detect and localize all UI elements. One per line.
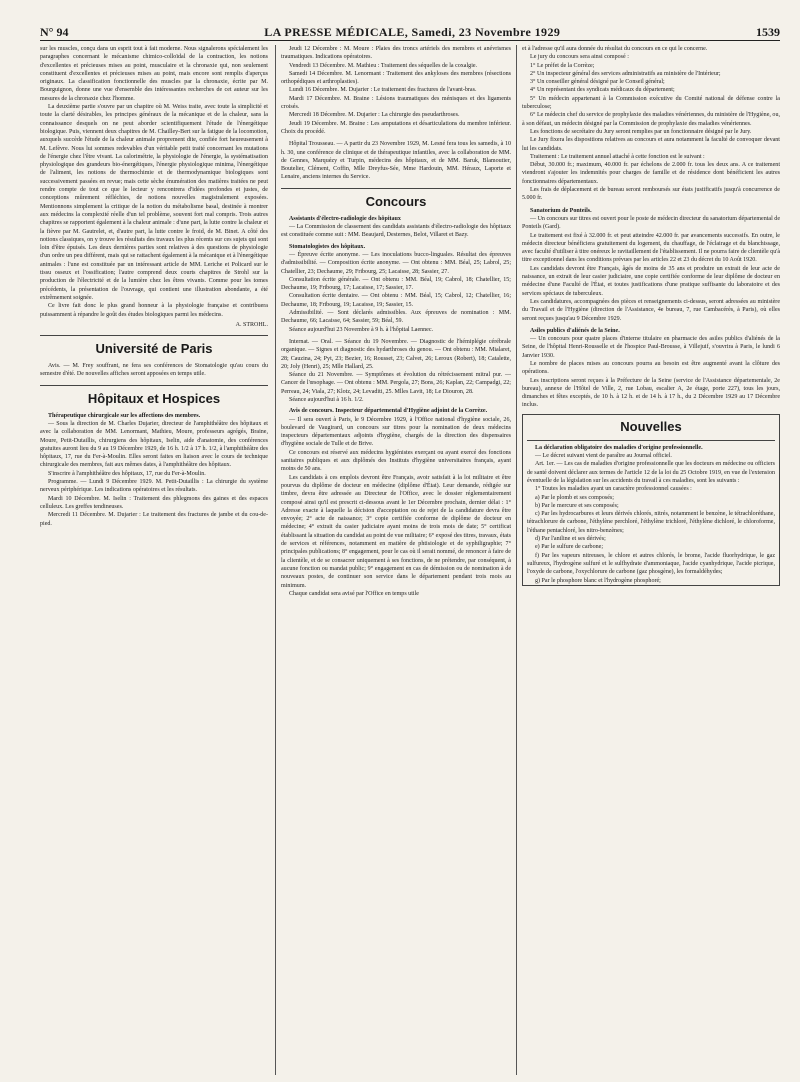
paragraph: S'inscrire à l'amphithéâtre des hôpitaux, 17, rue du Fer-à-Moulin. bbox=[48, 470, 206, 477]
list-item: b) Par le mercure et ses composés; bbox=[535, 502, 619, 509]
section-title-hopitaux: Hôpitaux et Hospices bbox=[40, 385, 268, 407]
signature: A. STROHL. bbox=[235, 321, 268, 328]
section-title-nouvelles: Nouvelles bbox=[620, 418, 682, 434]
paragraph: — Un concours sur titres est ouvert pour le poste de médecin directeur du sanatorium départemental de Ponteils (Gard). bbox=[522, 215, 780, 231]
divider bbox=[527, 440, 775, 441]
paragraph: Séance aujourd'hui 23 Novembre à 9 h. à l'hôpital Laennec. bbox=[289, 326, 434, 333]
page-header bbox=[40, 18, 780, 41]
list-item: f) Par les vapeurs nitreuses, le chlore et autres chlorés, le brome, l'acide fluorhydrique, le gaz sulfureux, l'hydrogène sulfuré et le sulfhydrate d'ammoniaque, l'acide cyanhydrique, l'acide picrique, l'oxyde de carbone, l'oxychlorure de carbone (gaz phosgène), les formaldéhydes; bbox=[527, 552, 775, 576]
paragraph: Jeudi 12 Décembre : M. Moure : Plaies des troncs artériels des membres et anévrismes traumatiques. Indications opératoires. bbox=[281, 46, 511, 61]
list-item: 1° Le préfet de la Corrèze; bbox=[530, 62, 595, 69]
list-item: g) Par le phosphore blanc et l'hydrogène phosphoré; bbox=[535, 577, 661, 584]
nouvelles-box bbox=[522, 414, 780, 586]
paragraph: Samedi 14 Décembre. M. Lenormant : Traitement des ankyloses des membres (résections orthopédiques et arthroplasties). bbox=[281, 70, 511, 86]
subheading: Avis de concours. Inspecteur départemental d'Hygiène adjoint de la Corrèze. bbox=[289, 408, 488, 415]
paragraph: Les frais de déplacement et de bureau seront remboursés sur états justificatifs jusqu'à concurrence de 5.000 fr. bbox=[522, 187, 780, 202]
paragraph: — La Commission de classement des candidats assistants d'électro-radiologie des hôpitaux est constituée comme suit : MM. Beaujard, Desternes, Belot, Villaret et Bazy. bbox=[281, 224, 511, 239]
paragraph: Les candidats à ces emplois devront être Français, avoir satisfait à la loi militaire et être pourvus du diplôme de docteur en médecine (diplôme d'État). Leur demande, rédigée sur timbre, devra être adressée au Directeur de l'Office, avec le dossier réglementairement composé ainsi qu'il est prescrit ci-dessous avant le 1er Décembre prochain, dernier délai : 1° Adresse exacte à laquelle la décision d'acceptation ou de rejet de la candidature devra être envoyée; 2° acte de naissance; 3° copie certifiée conforme de diplôme de docteur en médecine; 4° extrait du casier judiciaire ayant moins de trois mois de date; 5° certificat établissant la situation du candidat au point de vue militaire; 6° exposé des titres, travaux, états de services et références, notamment en matière de phtisiologie et de syphiligraphie; 7° principales publications; 8° engagement, pour le cas où il serait nommé, de renoncer à faire de la clientèle, et de se consacrer uniquement à ses fonctions, de ne prétendre, par conséquent, à aucune fonction ou mandat public; 9° engagement en cas de démission ou de nomination à de nouveaux postes, de continuer son service dans le département pendant trois mois au minimum. bbox=[281, 474, 511, 589]
paragraph: Vendredi 13 Décembre. M. Mathieu : Traitement des séquelles de la coxalgie. bbox=[289, 62, 478, 69]
paragraph: Les fonctions de secrétaire du Jury seront remplies par un fonctionnaire désigné par le Jury. bbox=[530, 128, 752, 135]
paragraph: Début, 30.000 fr.; maximum, 40.000 fr. par échelons de 2.000 fr. tous les deux ans. A ce traitement viendront s'ajouter les indemnités pour charges de famille et de résidence dont bénéficient les autres fonctionnaires départementaux. bbox=[522, 162, 780, 185]
paragraph: — Il sera ouvert à Paris, le 9 Décembre 1929, à l'Office national d'hygiène sociale, 26, boulevard de Vaugirard, un concours sur titres pour la nomination de deux médecins inspecteurs départementaux adjoints d'hygiène, chargés de la direction des dispensaires d'hygiène sociale de Tulle et de Brive. bbox=[281, 416, 511, 448]
paragraph: Programme. — Lundi 9 Décembre 1929. M. Petit-Dutaillis : La chirurgie du système nerveux périphérique. Les indications opératoires et les résultats. bbox=[40, 479, 268, 494]
paragraph: Séance du 21 Novembre. — Symptômes et évolution du rétrécissement mitral pur. — Cancer de l'œsophage. — Ont obtenu : MM. Pergola, 27; Bons, 26; Kaplan, 22; Campadgi, 22; Perreau, 24; Viala, 27; Klotz, 24; Levaditi, 25. Mlles Lavit, 18; Le Diouron, 28. bbox=[281, 372, 511, 395]
subheading: Assistants d'électro-radiologie des hôpitaux bbox=[289, 215, 401, 222]
subheading: Asiles publics d'aliénés de la Seine. bbox=[530, 327, 620, 334]
paragraph: — Un concours pour quatre places d'interne titulaire en pharmacie des asiles publics d'aliénés de la Seine, de l'hôpital Henri-Rousselle et de l'hospice Paul-Brousse, à Villejuif, s'ouvrira à Paris, le lundi 6 Janvier 1930. bbox=[522, 336, 780, 359]
paragraph: Art. 1er. — Les cas de maladies d'origine professionnelle que les docteurs en médecine ou officiers de santé doivent déclarer aux termes de l'article 12 de la loi du 25 Octobre 1919, en vue de l'extension éventuelle de la législation sur les accidents du travail à ces maladies, sont les suivants : bbox=[527, 461, 775, 484]
paragraph: Séance aujourd'hui à 16 h. 1/2. bbox=[289, 396, 364, 403]
list-item: 6° Le médecin chef du service de prophylaxie des maladies vénériennes, du ministère de l'Hygiène, ou, à son défaut, un médecin désigné par la Commission de prophylaxie des maladies vénériennes. bbox=[522, 112, 780, 127]
paragraph: Consultation écrite générale. — Ont obtenu : MM. Béal, 19; Cabrol, 18; Chatellier, 15; Dechaume, 19; Fribourg, 17; Lacaisse, 17; Sassier, 17. bbox=[281, 276, 511, 292]
paragraph: Jeudi 19 Décembre. M. Braine : Les amputations et désarticulations du membre inférieur. Choix du procédé. bbox=[281, 120, 511, 135]
paragraph: Consultation écrite dentaire. — Ont obtenu : MM. Béal, 15; Cabrol, 12; Chatellier, 16; Dechaume, 18; Fribourg, 19; Lacaisse, 19; Sassier, 15. bbox=[281, 293, 511, 308]
list-item: 4° Un représentant des syndicats médicaux du département; bbox=[530, 87, 675, 94]
list-item: 2° Un inspecteur général des services administratifs au ministère de l'Intérieur; bbox=[530, 70, 721, 77]
paragraph: Mercredi 18 Décembre. M. Dujarier : La chirurgie des pseudarthroses. bbox=[289, 112, 460, 119]
list-item: a) Par le plomb et ses composés; bbox=[535, 494, 614, 501]
section-title-concours: Concours bbox=[281, 188, 511, 210]
paragraph: et à l'adresse qu'il aura donnée du résultat du concours en ce qui le concerne. bbox=[522, 46, 708, 52]
column-rule bbox=[275, 45, 276, 1075]
column-3 bbox=[522, 45, 780, 1075]
paragraph: Traitement : Le traitement annuel attaché à cette fonction est le suivant : bbox=[530, 153, 705, 160]
newspaper-page bbox=[40, 18, 780, 1078]
publication-title: LA PRESSE MÉDICALE, Samedi, 23 Novembre 1929 bbox=[264, 25, 561, 39]
paragraph: — Sous la direction de M. Charles Dujarier, directeur de l'amphithéâtre des hôpitaux et avec la collaboration de MM. Lenormant, Mathieu, Moure, professeurs agrégés, Braine, Moure, Petit-Dutaillis, chirurgiens des hôpitaux, Iselin, aide d'anatomie, des conférences gratuites auront lieu du 9 au 19 Décembre 1929, de 16 h. 1/2 à 17 h. 1/2, à l'amphithéâtre des hôpitaux, 17, rue du Fer-à-Moulin. Elles seront faites en liaison avec le cours de technique chirurgicale des membres, fait aux mêmes dates, à l'amphithéâtre des hôpitaux. bbox=[40, 420, 268, 469]
paragraph: Les candidatures, accompagnées des pièces et renseignements ci-dessus, seront adressées au ministère du Travail et de l'Hygiène (direction de l'Assistance, 4e bureau, 7, rue Cambacérès, à Paris), où elles seront reçues jusqu'au 9 Décembre 1929. bbox=[522, 298, 780, 322]
subheading: La déclaration obligatoire des maladies d'origine professionnelle. bbox=[535, 444, 703, 451]
list-item: 3° Un conseiller général désigné par le Conseil général; bbox=[530, 79, 665, 86]
section-title-universite: Université de Paris bbox=[40, 335, 268, 357]
paragraph: — Épreuve écrite anonyme. — Les inoculations bucco-linguales. Résultat des épreuves d'admissibilité. — Composition écrite anonyme. — Ont obtenu : MM. Béal, 25; Labrol, 25; Chatellier, 23; Dechaume, 29; Fribourg, 25; Lacaisse, 28; Sassier, 27. bbox=[281, 251, 511, 275]
page-number: N° 94 bbox=[40, 25, 69, 39]
paragraph: La deuxième partie s'ouvre par un chapitre où M. Weiss traite, avec toute la simplicité et toute la clarté désirables, les principes généraux de la mécanique et de la chaleur, sans la connaissance desquels on ne peut aborder scientifiquement l'étude de l'énergétique biologique. Puis, viennent deux chapitres de M. Chailley-Bert sur la fatigue de la locomotion, auxquels succède l'étude de la chaleur animale proprement dite, confiée fort heureusement à M. Lefèvre. Nous lui sommes redevables d'un véritable petit traité concernant les mutations de l'énergie chez l'être vivant. La calorimétrie, la physiologie de l'énergie, la systématisation physiologique des grandeurs bio-énergétiques, l'énergie physiologique minima, l'énergétique de l'aliment, les notions de thermochimie et de thermodynamique biologiques sont successivement passées en revue; mais cette sèche énumération des matières traitées ne peut rendre compte de tout ce que le lecteur y rencontrera d'idées profondes et justes, de conceptions mûrement réfléchies, de notions nouvelles magistralement exposées. Mentionnons simplement la critique de la notion du métabolisme basal, destinée à montrer aux médecins la complexité réelle d'un tel problème, souvent fort mal compris. Trois autres chapitres se rapportent également à la chaleur animale : d'une part, la lutte contre la chaleur et la fièvre par M. Gautrelet, et, d'autre part, la lutte contre le froid, de M. Binet. A côté des notions classiques, on y trouve les résultats des travaux les plus récents sur ces sujets qui sont loin d'être épuisés. Les deux dernières parties sont relatives à des questions de physiologie d'un ordre un peu différent, mais qui se rattachent également à la mécanique et à l'énergétique animales : l'une est constituée par un intéressant article de MM. Leriche et Policard sur le tissu osseux et l'ossification; l'autre comprend deux courts chapitres de Strohl sur la production de l'électricité et de la lumière chez les êtres vivants. Comme pour les tomes précédents, la présentation de l'ouvrage, qui contient une illustration abondante, a été extrêmement soignée. bbox=[40, 104, 268, 301]
paragraph: Le nombre de places mises au concours pourra au besoin est être augmenté avant la clôture des opérations. bbox=[522, 360, 780, 376]
paragraph: sur les muscles, conçu dans un esprit tout à fait moderne. Nous signalerons spécialement les paragraphes concernant le mécanisme chimico-colloïdal de la contraction, les notions d'excellentes et précieuses mises au point, musculaire et la chronaxie qui, non seulement constituent d'excellentes et précieuses mises au point, mais encore sont remplis d'aperçus originaux. La classification fonctionnelle des muscles par la chronaxie, écrite par M. Bourguignon, donne une vue d'ensemble des intéressantes recherches de cet auteur sur les mesures de la chronaxie chez l'homme. bbox=[40, 46, 268, 102]
paragraph: Internat. — Oral. — Séance du 19 Novembre. — Diagnostic de l'hémiplégie cérébrale organique. — Signes et diagnostic des hydarthroses du genou. — Ont obtenu : MM. Mialaret, 28; Cauzina, 24; Pyt, 23; Bezier, 16; Rousset, 23; Calvet, 26; Leroux (Robert), 18; Catalette, 20; Joly (Henri), 25; Mlle Hallard, 25. bbox=[281, 338, 511, 370]
paragraph: 1° Toutes les maladies ayant un caractère professionnel causées : bbox=[535, 486, 692, 493]
list-item: d) Par l'aniline et ses dérivés; bbox=[535, 536, 606, 543]
paragraph: — Le décret suivant vient de paraître au Journal officiel. bbox=[535, 453, 672, 460]
subheading: Thérapeutique chirurgicale sur les affections des membres. bbox=[48, 412, 201, 419]
paragraph: Mardi 10 Décembre. M. Iselin : Traitement des phlegmons des gaines et des espaces celluleux. Les greffes tendineuses. bbox=[40, 495, 268, 510]
paragraph: Admissibilité. — Sont déclarés admissibles. Aux épreuves de nomination : MM. Dechaume, 66; Lacaisse, 64; Sassier, 59; Béal, 59. bbox=[281, 310, 511, 325]
subheading: Sanatorium de Ponteils. bbox=[530, 207, 592, 214]
paragraph: Mardi 17 Décembre. M. Braine : Lésions traumatiques des ménisques et des ligaments croisés. bbox=[281, 95, 511, 111]
paragraph: Ce livre fait donc le plus grand honneur à la physiologie française et contribuera puissamment à répandre le goût des études biologiques parmi les médecins. bbox=[40, 303, 268, 318]
paragraph: Le Jury fixera les dispositions relatives au concours et aura notamment la faculté de convoquer devant lui les candidats. bbox=[522, 137, 780, 152]
column-rule bbox=[516, 45, 517, 1075]
paragraph: Le traitement est fixé à 32.000 fr. et peut atteindre 42.000 fr. par avancements successifs. En outre, le médecin directeur bénéficiera gratuitement du logement, du chauffage, de l'éclairage et du blanchissage, avec faculté d'utiliser à titre onéreux le ravitaillement de l'établissement. Il ne pourra faire de clientèle qu'à titre exceptionnel dans les conditions prévues par les articles 22 et 23 du décret du 10 Août 1920. bbox=[522, 232, 780, 264]
paragraph: Ce concours est réservé aux médecins hygiénistes exerçant ou ayant exercé des fonctions sanitaires publiques et aux diplômés des Instituts d'hygiène universitaires français, ayant moins de 50 ans. bbox=[281, 449, 511, 473]
paragraph: Hôpital Trousseau. — A partir du 23 Novembre 1929, M. Lesné fera tous les samedis, à 10 h. 30, une conférence de clinique et de thérapeutique infantiles, avec la collaboration de MM. de Gennes, Marquézy et Turpin, médecins des hôpitaux, et de MM. Baruk, Blamoutier, Boutelier, Clément, Coffin, Mlle Dreyfus-Sée, Mme Hardouin, MM. Héraux, Laporte et Lenaire, anciens internes du Service. bbox=[281, 141, 511, 181]
list-item: 5° Un médecin appartenant à la Commission exécutive du Comité national de défense contre la tuberculose; bbox=[522, 95, 780, 111]
column-2 bbox=[281, 45, 511, 1075]
paragraph: Mercredi 11 Décembre. M. Dujarier : Le traitement des fractures de jambe et du cou-de-pied. bbox=[40, 512, 268, 527]
paragraph: Avis. — M. Frey souffrant, ne fera ses conférences de Stomatologie qu'au cours du semestre d'été. De nouvelles affiches seront apposées en temps utile. bbox=[40, 363, 268, 378]
column-1 bbox=[40, 45, 268, 1075]
paragraph: Le jury du concours sera ainsi composé : bbox=[530, 54, 629, 61]
list-item: e) Par le sulfure de carbone; bbox=[535, 544, 603, 551]
paragraph: Les inscriptions seront reçues à la Préfecture de la Seine (service de l'Assistance départementale, 2e bureau), annexe de l'Hôtel de Ville, 2, rue Lobau, escalier A, 2e étage, porte 227), tous les jours, dimanches et fêtes exceptés, de 10 h. à 12 h. et de 14 h. à 17 h., du 2 Décembre 1929 au 17 Décembre inclus. bbox=[522, 377, 780, 409]
folio: 1539 bbox=[755, 25, 780, 39]
paragraph: Chaque candidat sera avisé par l'Office en temps utile bbox=[289, 590, 419, 597]
paragraph: Les candidats devront être Français, âgés de moins de 35 ans et produire un extrait de leur acte de naissance, un extrait de leur casier judiciaire, une copie certifiée conforme de leur diplôme de docteur en médecine d'une Faculté de l'État, et toutes justifications d'une pratique suffisante du laboratoire et des services spéciaux de tuberculeux. bbox=[522, 265, 780, 297]
paragraph: Lundi 16 Décembre. M. Dujarier : Le traitement des fractures de l'avant-bras. bbox=[289, 87, 477, 94]
subheading: Stomatologistes des hôpitaux. bbox=[289, 243, 366, 250]
list-item: c) Par les hydrocarbures et leurs dérivés chlorés, nitrés, notamment le benzène, le tétrachloréthane, tétrachlorure de carbone, l'éthylène perchloré, l'éthylène trichloré, l'éthylène dichloré, le chloroforme, l'éthane pentachloré, les nitro-benzènes; bbox=[527, 511, 775, 534]
